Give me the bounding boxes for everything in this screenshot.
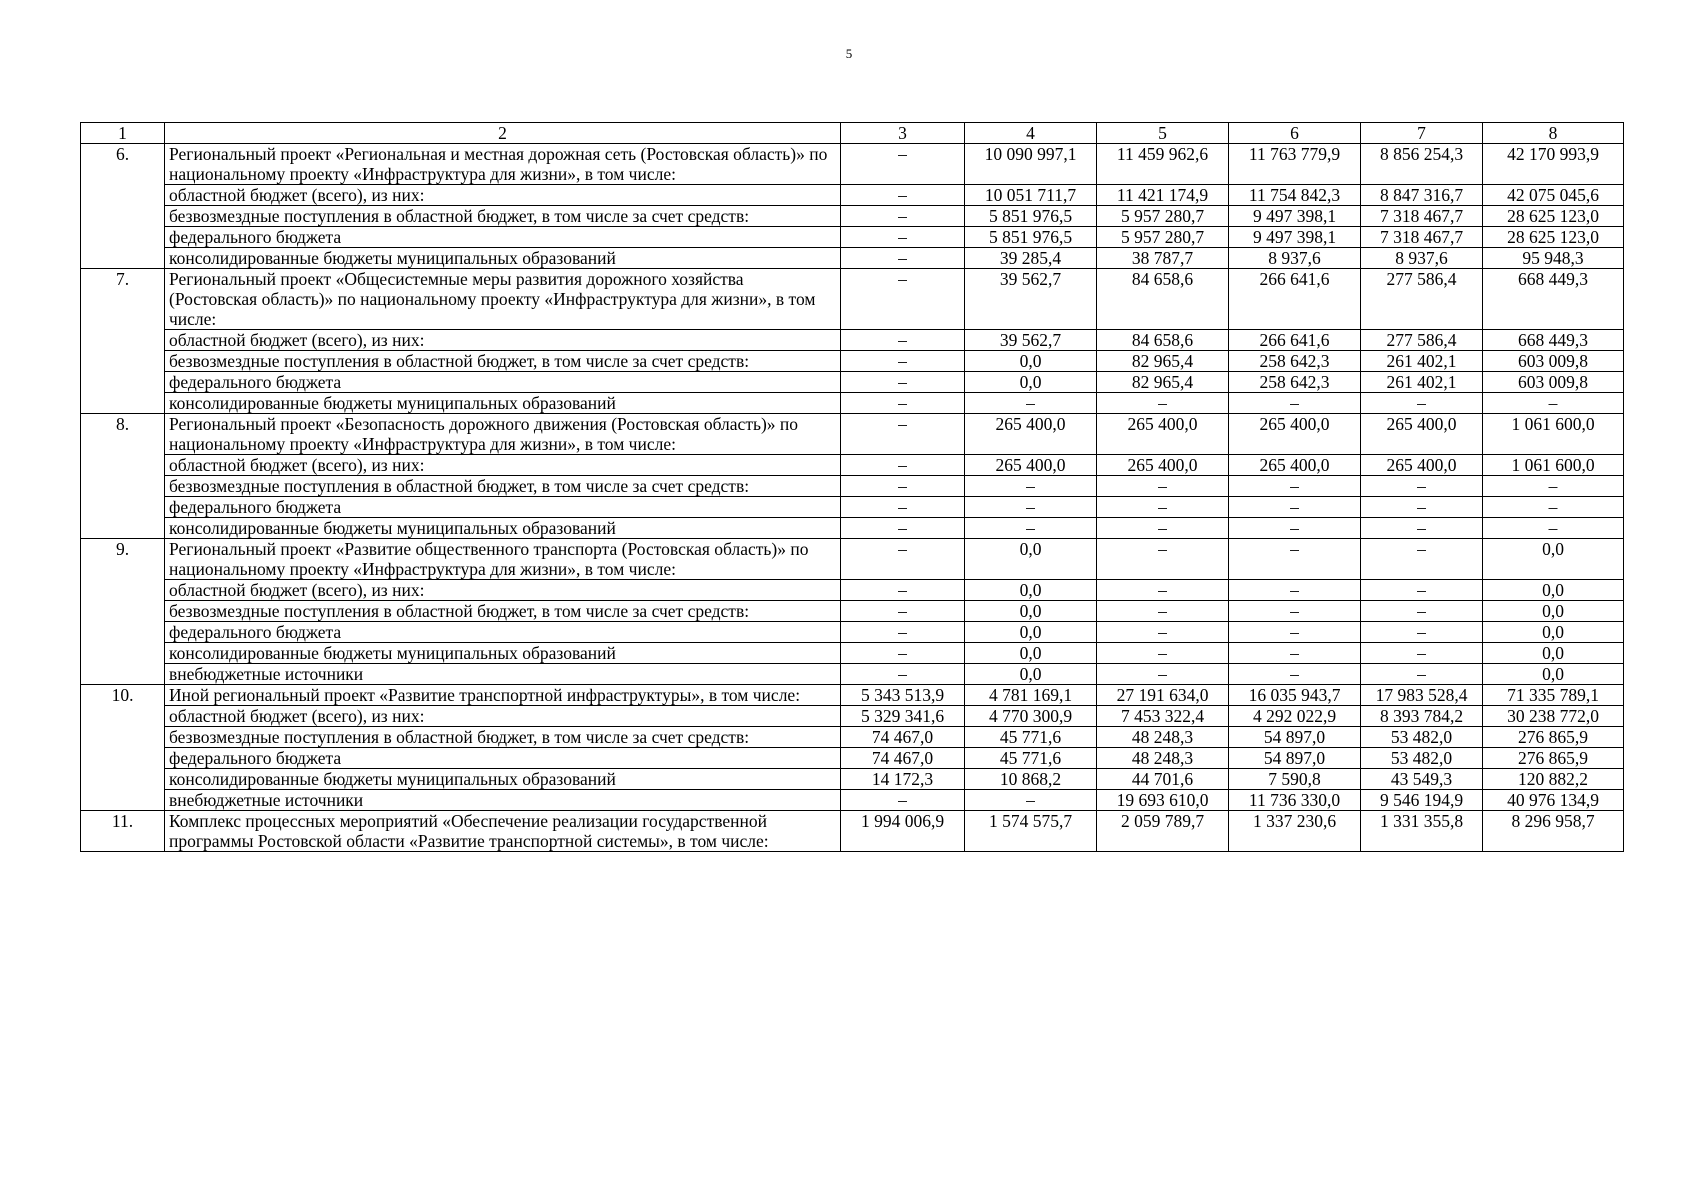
table-row: [81, 455, 1624, 476]
value-cell: 53 482,0: [1361, 748, 1483, 769]
row-number: 7.: [81, 269, 165, 414]
value-cell: 265 400,0: [1229, 414, 1361, 455]
value-cell: 265 400,0: [1097, 455, 1229, 476]
value-cell: –: [965, 497, 1097, 518]
value-cell: –: [1483, 393, 1624, 414]
value-cell: 277 586,4: [1361, 330, 1483, 351]
value-cell: –: [1361, 601, 1483, 622]
value-cell: –: [841, 248, 965, 269]
value-cell: –: [1361, 518, 1483, 539]
value-cell: –: [965, 476, 1097, 497]
value-cell: 11 459 962,6: [1097, 144, 1229, 185]
value-cell: 1 994 006,9: [841, 811, 965, 852]
value-cell: 43 549,3: [1361, 769, 1483, 790]
row-label: консолидированные бюджеты муниципальных образований: [165, 393, 841, 414]
header-row: [81, 123, 1624, 144]
column-header: 6: [1229, 123, 1361, 144]
value-cell: 0,0: [965, 372, 1097, 393]
row-number: 11.: [81, 811, 165, 852]
value-cell: 0,0: [965, 601, 1097, 622]
row-number: 8.: [81, 414, 165, 539]
table-row: [81, 664, 1624, 685]
value-cell: 668 449,3: [1483, 330, 1624, 351]
table-row: [81, 518, 1624, 539]
value-cell: 14 172,3: [841, 769, 965, 790]
value-cell: –: [1097, 393, 1229, 414]
table-row: [81, 539, 1624, 580]
value-cell: 120 882,2: [1483, 769, 1624, 790]
value-cell: 0,0: [965, 622, 1097, 643]
row-label: безвозмездные поступления в областной бюджет, в том числе за счет средств:: [165, 601, 841, 622]
value-cell: 1 061 600,0: [1483, 414, 1624, 455]
row-label: областной бюджет (всего), из них:: [165, 185, 841, 206]
value-cell: –: [1097, 664, 1229, 685]
value-cell: –: [1229, 518, 1361, 539]
row-label: областной бюджет (всего), из них:: [165, 706, 841, 727]
value-cell: 54 897,0: [1229, 748, 1361, 769]
value-cell: –: [841, 351, 965, 372]
row-label: Иной региональный проект «Развитие транспортной инфраструктуры», в том числе:: [165, 685, 841, 706]
value-cell: –: [1229, 601, 1361, 622]
row-label: консолидированные бюджеты муниципальных образований: [165, 643, 841, 664]
value-cell: –: [841, 269, 965, 330]
value-cell: 8 856 254,3: [1361, 144, 1483, 185]
value-cell: 266 641,6: [1229, 269, 1361, 330]
value-cell: 0,0: [1483, 580, 1624, 601]
column-header: 4: [965, 123, 1097, 144]
value-cell: –: [1361, 393, 1483, 414]
value-cell: 668 449,3: [1483, 269, 1624, 330]
value-cell: 266 641,6: [1229, 330, 1361, 351]
row-label: консолидированные бюджеты муниципальных образований: [165, 248, 841, 269]
value-cell: 603 009,8: [1483, 372, 1624, 393]
value-cell: 603 009,8: [1483, 351, 1624, 372]
value-cell: 17 983 528,4: [1361, 685, 1483, 706]
row-label: областной бюджет (всего), из них:: [165, 455, 841, 476]
value-cell: –: [1483, 497, 1624, 518]
value-cell: 1 574 575,7: [965, 811, 1097, 852]
value-cell: 48 248,3: [1097, 727, 1229, 748]
value-cell: 8 296 958,7: [1483, 811, 1624, 852]
column-header: 2: [165, 123, 841, 144]
value-cell: –: [841, 601, 965, 622]
value-cell: 40 976 134,9: [1483, 790, 1624, 811]
value-cell: 28 625 123,0: [1483, 206, 1624, 227]
table-row: [81, 185, 1624, 206]
value-cell: –: [841, 497, 965, 518]
value-cell: 45 771,6: [965, 727, 1097, 748]
value-cell: –: [841, 372, 965, 393]
value-cell: 0,0: [965, 664, 1097, 685]
value-cell: 10 090 997,1: [965, 144, 1097, 185]
value-cell: 276 865,9: [1483, 748, 1624, 769]
value-cell: –: [965, 518, 1097, 539]
value-cell: 1 337 230,6: [1229, 811, 1361, 852]
value-cell: 5 851 976,5: [965, 206, 1097, 227]
table-row: [81, 748, 1624, 769]
row-label: областной бюджет (всего), из них:: [165, 330, 841, 351]
column-header: 8: [1483, 123, 1624, 144]
table-row: [81, 769, 1624, 790]
value-cell: 84 658,6: [1097, 269, 1229, 330]
row-label: консолидированные бюджеты муниципальных образований: [165, 769, 841, 790]
table-row: [81, 497, 1624, 518]
row-label: Региональный проект «Развитие общественного транспорта (Ростовская область)» по национальному проекту «Инфраструктура для жизни», в том числе:: [165, 539, 841, 580]
value-cell: –: [1229, 539, 1361, 580]
value-cell: 265 400,0: [1097, 414, 1229, 455]
table-row: [81, 248, 1624, 269]
value-cell: –: [1361, 539, 1483, 580]
value-cell: 5 343 513,9: [841, 685, 965, 706]
value-cell: –: [965, 790, 1097, 811]
value-cell: –: [1097, 518, 1229, 539]
value-cell: –: [841, 476, 965, 497]
table-row: [81, 706, 1624, 727]
table-row: [81, 580, 1624, 601]
value-cell: –: [1361, 580, 1483, 601]
value-cell: 11 421 174,9: [1097, 185, 1229, 206]
value-cell: 8 937,6: [1361, 248, 1483, 269]
value-cell: 45 771,6: [965, 748, 1097, 769]
value-cell: 44 701,6: [1097, 769, 1229, 790]
row-label: консолидированные бюджеты муниципальных образований: [165, 518, 841, 539]
row-label: безвозмездные поступления в областной бюджет, в том числе за счет средств:: [165, 206, 841, 227]
value-cell: 265 400,0: [965, 414, 1097, 455]
value-cell: 39 562,7: [965, 269, 1097, 330]
value-cell: 277 586,4: [1361, 269, 1483, 330]
table-row: [81, 144, 1624, 185]
row-label: безвозмездные поступления в областной бюджет, в том числе за счет средств:: [165, 727, 841, 748]
value-cell: 95 948,3: [1483, 248, 1624, 269]
value-cell: 11 736 330,0: [1229, 790, 1361, 811]
value-cell: 42 075 045,6: [1483, 185, 1624, 206]
value-cell: 0,0: [965, 539, 1097, 580]
value-cell: –: [1097, 580, 1229, 601]
value-cell: 0,0: [1483, 601, 1624, 622]
value-cell: 19 693 610,0: [1097, 790, 1229, 811]
value-cell: 48 248,3: [1097, 748, 1229, 769]
value-cell: 0,0: [965, 580, 1097, 601]
value-cell: –: [1097, 601, 1229, 622]
value-cell: 9 497 398,1: [1229, 227, 1361, 248]
value-cell: –: [1361, 643, 1483, 664]
value-cell: –: [841, 414, 965, 455]
value-cell: 82 965,4: [1097, 372, 1229, 393]
column-header: 5: [1097, 123, 1229, 144]
value-cell: 265 400,0: [965, 455, 1097, 476]
row-label: внебюджетные источники: [165, 664, 841, 685]
row-label: федерального бюджета: [165, 372, 841, 393]
value-cell: 9 546 194,9: [1361, 790, 1483, 811]
column-header: 1: [81, 123, 165, 144]
row-label: безвозмездные поступления в областной бюджет, в том числе за счет средств:: [165, 476, 841, 497]
value-cell: –: [1229, 476, 1361, 497]
value-cell: –: [1361, 622, 1483, 643]
value-cell: 5 957 280,7: [1097, 227, 1229, 248]
table-row: [81, 601, 1624, 622]
value-cell: 276 865,9: [1483, 727, 1624, 748]
value-cell: –: [841, 790, 965, 811]
value-cell: –: [1361, 664, 1483, 685]
column-header: 7: [1361, 123, 1483, 144]
value-cell: 7 590,8: [1229, 769, 1361, 790]
value-cell: –: [841, 518, 965, 539]
value-cell: –: [1483, 518, 1624, 539]
value-cell: 39 285,4: [965, 248, 1097, 269]
value-cell: 265 400,0: [1361, 455, 1483, 476]
value-cell: 0,0: [965, 643, 1097, 664]
table-row: [81, 206, 1624, 227]
table-row: [81, 685, 1624, 706]
value-cell: –: [1229, 497, 1361, 518]
value-cell: 7 453 322,4: [1097, 706, 1229, 727]
row-label: безвозмездные поступления в областной бюджет, в том числе за счет средств:: [165, 351, 841, 372]
value-cell: 1 331 355,8: [1361, 811, 1483, 852]
row-label: Региональный проект «Региональная и местная дорожная сеть (Ростовская область)» по национальному проекту «Инфраструктура для жизни», в том числе:: [165, 144, 841, 185]
value-cell: 0,0: [965, 351, 1097, 372]
value-cell: –: [841, 330, 965, 351]
value-cell: 5 957 280,7: [1097, 206, 1229, 227]
value-cell: 0,0: [1483, 622, 1624, 643]
value-cell: 0,0: [1483, 539, 1624, 580]
value-cell: –: [1229, 393, 1361, 414]
table-row: [81, 476, 1624, 497]
value-cell: –: [1097, 622, 1229, 643]
value-cell: 258 642,3: [1229, 351, 1361, 372]
value-cell: 82 965,4: [1097, 351, 1229, 372]
table-row: [81, 227, 1624, 248]
value-cell: 16 035 943,7: [1229, 685, 1361, 706]
value-cell: –: [1229, 664, 1361, 685]
value-cell: 8 393 784,2: [1361, 706, 1483, 727]
value-cell: 84 658,6: [1097, 330, 1229, 351]
value-cell: 8 847 316,7: [1361, 185, 1483, 206]
value-cell: 11 754 842,3: [1229, 185, 1361, 206]
value-cell: –: [841, 539, 965, 580]
value-cell: 74 467,0: [841, 748, 965, 769]
table-row: [81, 393, 1624, 414]
row-label: федерального бюджета: [165, 748, 841, 769]
value-cell: 261 402,1: [1361, 372, 1483, 393]
value-cell: 10 051 711,7: [965, 185, 1097, 206]
value-cell: 4 781 169,1: [965, 685, 1097, 706]
row-label: федерального бюджета: [165, 497, 841, 518]
value-cell: 0,0: [1483, 643, 1624, 664]
value-cell: –: [841, 455, 965, 476]
value-cell: 0,0: [1483, 664, 1624, 685]
value-cell: –: [1097, 476, 1229, 497]
value-cell: 53 482,0: [1361, 727, 1483, 748]
row-label: федерального бюджета: [165, 227, 841, 248]
value-cell: –: [1229, 622, 1361, 643]
value-cell: –: [1097, 497, 1229, 518]
value-cell: –: [841, 227, 965, 248]
row-number: 10.: [81, 685, 165, 811]
value-cell: –: [1097, 643, 1229, 664]
value-cell: 71 335 789,1: [1483, 685, 1624, 706]
table-row: [81, 330, 1624, 351]
value-cell: –: [965, 393, 1097, 414]
value-cell: –: [841, 643, 965, 664]
value-cell: 265 400,0: [1229, 455, 1361, 476]
value-cell: 5 851 976,5: [965, 227, 1097, 248]
value-cell: –: [1229, 580, 1361, 601]
value-cell: –: [841, 580, 965, 601]
value-cell: 42 170 993,9: [1483, 144, 1624, 185]
value-cell: 1 061 600,0: [1483, 455, 1624, 476]
page-number: 5: [845, 46, 853, 61]
table-row: [81, 269, 1624, 330]
row-label: областной бюджет (всего), из них:: [165, 580, 841, 601]
value-cell: 7 318 467,7: [1361, 227, 1483, 248]
value-cell: 4 292 022,9: [1229, 706, 1361, 727]
row-number: 9.: [81, 539, 165, 685]
value-cell: 4 770 300,9: [965, 706, 1097, 727]
value-cell: 8 937,6: [1229, 248, 1361, 269]
value-cell: 10 868,2: [965, 769, 1097, 790]
value-cell: 5 329 341,6: [841, 706, 965, 727]
value-cell: 27 191 634,0: [1097, 685, 1229, 706]
row-label: Комплекс процессных мероприятий «Обеспечение реализации государственной программы Ростовской области «Развитие транспортной системы», в том числе:: [165, 811, 841, 852]
table-row: [81, 414, 1624, 455]
value-cell: 7 318 467,7: [1361, 206, 1483, 227]
row-label: Региональный проект «Общесистемные меры развития дорожного хозяйства (Ростовская область)» по национальному проекту «Инфраструктура для жизни», в том числе:: [165, 269, 841, 330]
value-cell: –: [1229, 643, 1361, 664]
table-row: [81, 790, 1624, 811]
value-cell: 2 059 789,7: [1097, 811, 1229, 852]
table-row: [81, 351, 1624, 372]
value-cell: 39 562,7: [965, 330, 1097, 351]
value-cell: –: [1097, 539, 1229, 580]
value-cell: –: [841, 144, 965, 185]
budget-table: [80, 122, 1624, 852]
value-cell: 28 625 123,0: [1483, 227, 1624, 248]
row-number: 6.: [81, 144, 165, 269]
value-cell: –: [841, 622, 965, 643]
row-label: внебюджетные источники: [165, 790, 841, 811]
row-label: Региональный проект «Безопасность дорожного движения (Ростовская область)» по национальному проекту «Инфраструктура для жизни», в том числе:: [165, 414, 841, 455]
table-row: [81, 622, 1624, 643]
value-cell: 30 238 772,0: [1483, 706, 1624, 727]
row-label: федерального бюджета: [165, 622, 841, 643]
value-cell: 9 497 398,1: [1229, 206, 1361, 227]
value-cell: 38 787,7: [1097, 248, 1229, 269]
value-cell: –: [1361, 476, 1483, 497]
table-row: [81, 811, 1624, 852]
table-row: [81, 372, 1624, 393]
value-cell: 74 467,0: [841, 727, 965, 748]
value-cell: 258 642,3: [1229, 372, 1361, 393]
value-cell: 261 402,1: [1361, 351, 1483, 372]
value-cell: 11 763 779,9: [1229, 144, 1361, 185]
table-body: [81, 144, 1624, 852]
value-cell: –: [841, 664, 965, 685]
value-cell: –: [1483, 476, 1624, 497]
table-row: [81, 643, 1624, 664]
value-cell: 265 400,0: [1361, 414, 1483, 455]
column-header: 3: [841, 123, 965, 144]
value-cell: 54 897,0: [1229, 727, 1361, 748]
value-cell: –: [841, 393, 965, 414]
value-cell: –: [1361, 497, 1483, 518]
value-cell: –: [841, 185, 965, 206]
value-cell: –: [841, 206, 965, 227]
table-row: [81, 727, 1624, 748]
